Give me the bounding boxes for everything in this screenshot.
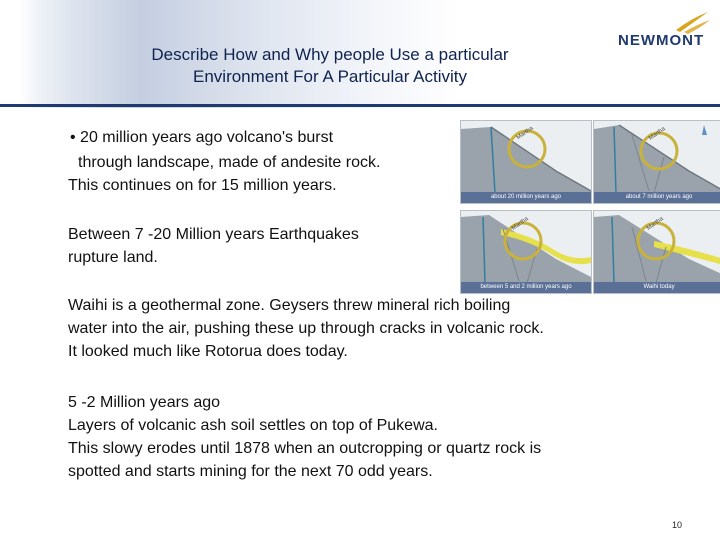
eroded-landscape-illustration-icon [594, 211, 720, 293]
title-line-1: Describe How and Why people Use a particular [151, 45, 509, 64]
p2-line-2: rupture land. [68, 249, 158, 266]
p3-line-3: It looked much like Rotorua does today. [68, 343, 348, 360]
slide-title [60, 44, 600, 88]
figure-7-million-years [593, 120, 720, 204]
figure-4-caption: Waihi today [594, 282, 720, 293]
p3-line-1: Waihi is a geothermal zone. Geysers threw mineral rich boiling [68, 297, 511, 314]
figure-2-caption: about 7 million years ago [594, 192, 720, 203]
p4-line-2: Layers of volcanic ash soil settles on top of Pukewa. [68, 417, 438, 434]
volcano-illustration-icon [461, 121, 591, 203]
p4-line-3: This slowy erodes until 1878 when an outcropping or quartz rock is [68, 440, 542, 457]
header-rule [0, 104, 720, 107]
figure-1-caption: about 20 million years ago [461, 192, 591, 203]
p1-line-1: • 20 million years ago volcano's burst [70, 129, 334, 146]
logo-wordmark: NEWMONT [618, 32, 705, 49]
figure-5-2-million-years [460, 210, 592, 294]
figure-4-label: Martha [645, 216, 665, 232]
figure-20-million-years [460, 120, 592, 204]
p1-line-3: This continues on for 15 million years. [68, 177, 337, 194]
title-line-2: Environment For A Particular Activity [193, 67, 467, 86]
fault-illustration-icon [594, 121, 720, 203]
page-number: 10 [672, 520, 683, 530]
p4-line-4: spotted and starts mining for the next 70 odd years. [68, 463, 433, 480]
ash-layer-illustration-icon [461, 211, 591, 293]
figure-waihi-today [593, 210, 720, 294]
figure-1-label: Martha [515, 125, 535, 142]
p3-line-2: water into the air, pushing these up through cracks in volcanic rock. [68, 320, 544, 337]
p1-line-2: through landscape, made of andesite rock. [78, 154, 381, 171]
figure-2-label: Martha [647, 126, 667, 142]
figure-3-label: Martha [510, 216, 530, 232]
p4-line-1: 5 -2 Million years ago [68, 394, 221, 411]
p2-line-1: Between 7 -20 Million years Earthquakes [68, 226, 359, 243]
figure-3-caption: between 5 and 2 million years ago [461, 282, 591, 293]
